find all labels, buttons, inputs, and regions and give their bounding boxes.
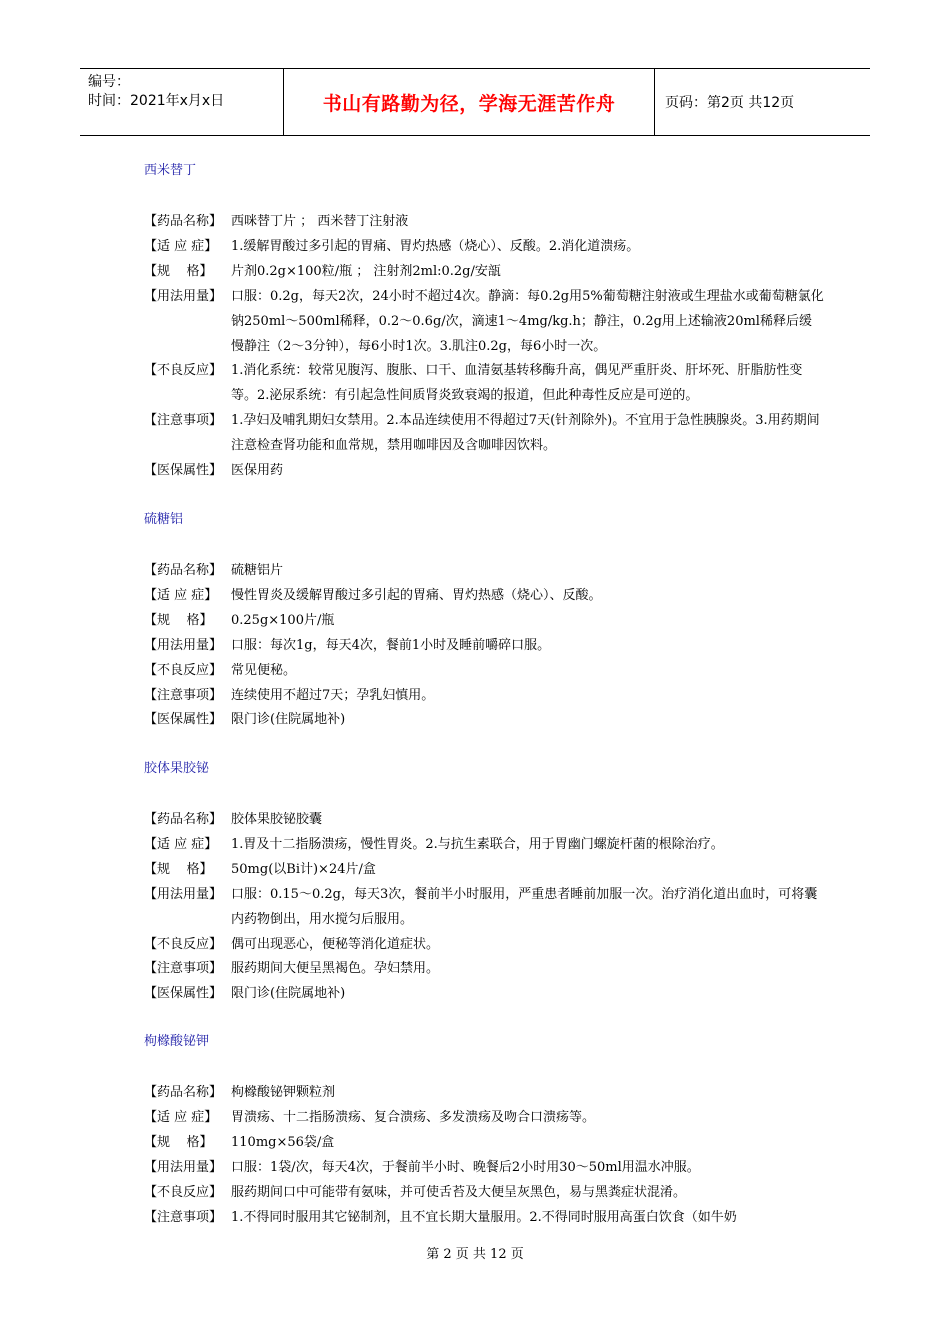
field-value: 1.孕妇及哺乳期妇女禁用。2.本品连续使用不得超过7天(针剂除外)。不宜用于急性胰腺炎。3.用药期间注意检查肾功能和血常规，禁用咖啡因及含咖啡因饮料。	[231, 413, 820, 454]
field-label: 【用法用量】	[144, 1159, 223, 1175]
field-value: 口服：0.2g，每天2次，24小时不超过4次。静滴：每0.2g用5%葡萄糖注射液或生理盐水或葡萄糖氯化钠250ml～500ml稀释，0.2～0.6g/次，滴速1～4mg/kg.h；静注，0.2g用上述输液20ml稀释后缓慢静注（2～3分钟），每6小时1次。3.肌注0.2g，每6小时一次。	[231, 288, 824, 354]
field-value: 110mg×56袋/盒	[231, 1134, 335, 1150]
field-value: 偶可出现恶心，便秘等消化道症状。	[231, 936, 440, 952]
drug-field	[144, 1106, 824, 1131]
field-label: 【适 应 症】	[144, 836, 218, 852]
field-value: 1.胃及十二指肠溃疡，慢性胃炎。2.与抗生素联合，用于胃幽门螺旋杆菌的根除治疗。	[231, 836, 724, 852]
drug-section-colloidal-bismuth-pectin	[144, 759, 824, 1007]
field-label: 【用法用量】	[144, 886, 223, 902]
field-value: 1.缓解胃酸过多引起的胃痛、胃灼热感（烧心）、反酸。2.消化道溃疡。	[231, 238, 640, 254]
field-value: 1.不得同时服用其它铋制剂，且不宜长期大量服用。2.不得同时服用高蛋白饮食（如牛奶	[231, 1209, 737, 1225]
field-value: 连续使用不超过7天；孕乳妇慎用。	[231, 687, 435, 703]
field-label: 【注意事项】	[144, 1209, 223, 1225]
field-label: 【规 格】	[144, 263, 213, 279]
field-label: 【适 应 症】	[144, 1109, 218, 1125]
drug-field	[144, 982, 824, 1007]
drug-title: 硫糖铝	[144, 512, 184, 527]
field-label: 【药品名称】	[144, 1085, 223, 1100]
drug-title: 枸橼酸铋钾	[144, 1034, 210, 1049]
drug-field	[144, 933, 824, 958]
drug-field	[144, 1131, 824, 1156]
header-motto: 书山有路勤为径，学海无涯苦作舟	[322, 92, 616, 115]
field-value: 常见便秘。	[231, 662, 297, 678]
field-value: 西咪替丁片 ； 西米替丁注射液	[231, 214, 409, 229]
field-label: 【注意事项】	[144, 961, 223, 977]
drug-section-bismuth-potassium-citrate	[144, 1032, 824, 1230]
field-value: 片剂0.2g×100粒/瓶 ； 注射剂2ml:0.2g/安瓿	[231, 263, 501, 279]
drug-section-cimetidine	[144, 161, 824, 484]
field-label: 【规 格】	[144, 861, 213, 877]
field-label: 【规 格】	[144, 612, 213, 628]
field-value: 口服：0.15～0.2g，每天3次，餐前半小时服用，严重患者睡前加服一次。治疗消化道出血时，可将囊内药物倒出，用水搅匀后服用。	[231, 886, 818, 927]
field-label: 【医保属性】	[144, 463, 223, 479]
drug-section-sucralfate	[144, 510, 824, 733]
field-value: 枸橼酸铋钾颗粒剂	[231, 1085, 336, 1100]
drug-field	[144, 359, 824, 409]
drug-field	[144, 235, 824, 260]
page-header	[80, 68, 870, 136]
drug-field	[144, 285, 824, 360]
field-label: 【不良反应】	[144, 936, 223, 952]
field-label: 【不良反应】	[144, 363, 223, 379]
field-label: 【药品名称】	[144, 812, 223, 827]
drug-field	[144, 858, 824, 883]
page-footer: 第 2 页 共 12 页	[426, 1247, 524, 1262]
field-label: 【适 应 症】	[144, 587, 218, 603]
drug-field	[144, 659, 824, 684]
drug-field	[144, 883, 824, 933]
drug-field	[144, 634, 824, 659]
field-value: 医保用药	[231, 463, 284, 479]
field-value: 限门诊(住院属地补)	[231, 986, 346, 1002]
field-value: 口服：1袋/次，每天4次，于餐前半小时、晚餐后2小时用30～50ml用温水冲服。	[231, 1159, 700, 1175]
field-label: 【医保属性】	[144, 986, 223, 1002]
drug-field	[144, 210, 824, 235]
header-meta	[80, 69, 283, 135]
field-label: 【药品名称】	[144, 563, 223, 578]
drug-field	[144, 808, 824, 833]
field-label: 【医保属性】	[144, 712, 223, 728]
field-value: 1.消化系统：较常见腹泻、腹胀、口干、血清氨基转移酶升高，偶见严重肝炎、肝坏死、肝脂肪性变等。2.泌尿系统：有引起急性间质肾炎致衰竭的报道，但此种毒性反应是可逆的。	[231, 363, 803, 404]
field-value: 硫糖铝片	[231, 563, 284, 578]
drug-field	[144, 1156, 824, 1181]
field-value: 限门诊(住院属地补)	[231, 712, 346, 728]
document-number-label: 编号：	[88, 74, 130, 90]
header-page-code: 页码：第2页 共12页	[665, 95, 795, 111]
drug-field	[144, 957, 824, 982]
field-value: 0.25g×100片/瓶	[231, 612, 335, 628]
drug-field	[144, 1181, 824, 1206]
drug-field	[144, 684, 824, 709]
drug-title: 胶体果胶铋	[144, 761, 210, 776]
field-value: 胃溃疡、十二指肠溃疡、复合溃疡、多发溃疡及吻合口溃疡等。	[231, 1109, 596, 1125]
drug-field	[144, 584, 824, 609]
field-value: 服药期间口中可能带有氨味，并可使舌苔及大便呈灰黑色，易与黑粪症状混淆。	[231, 1184, 687, 1200]
drug-title: 西米替丁	[144, 163, 197, 178]
field-label: 【适 应 症】	[144, 238, 218, 254]
field-value: 口服：每次1g，每天4次，餐前1小时及睡前嚼碎口服。	[231, 637, 551, 653]
header-motto-cell	[283, 69, 655, 135]
drug-field	[144, 409, 824, 459]
field-label: 【不良反应】	[144, 662, 223, 678]
drug-field	[144, 260, 824, 285]
field-label: 【注意事项】	[144, 687, 223, 703]
field-label: 【用法用量】	[144, 288, 223, 304]
document-time-label: 时间：2021年x月x日	[88, 93, 225, 109]
field-label: 【注意事项】	[144, 413, 223, 429]
drug-field	[144, 609, 824, 634]
drug-field	[144, 833, 824, 858]
field-label: 【用法用量】	[144, 637, 223, 653]
field-label: 【规 格】	[144, 1134, 213, 1150]
drug-field	[144, 459, 824, 484]
field-label: 【不良反应】	[144, 1184, 223, 1200]
drug-field	[144, 708, 824, 733]
field-value: 慢性胃炎及缓解胃酸过多引起的胃痛、胃灼热感（烧心）、反酸。	[231, 587, 602, 603]
drug-field	[144, 559, 824, 584]
field-value: 50mg(以Bi计)×24片/盒	[231, 861, 376, 877]
field-value: 胶体果胶铋胶囊	[231, 812, 323, 827]
field-label: 【药品名称】	[144, 214, 223, 229]
field-value: 服药期间大便呈黑褐色。孕妇禁用。	[231, 961, 440, 977]
drug-field	[144, 1081, 824, 1106]
drug-field	[144, 1206, 824, 1231]
